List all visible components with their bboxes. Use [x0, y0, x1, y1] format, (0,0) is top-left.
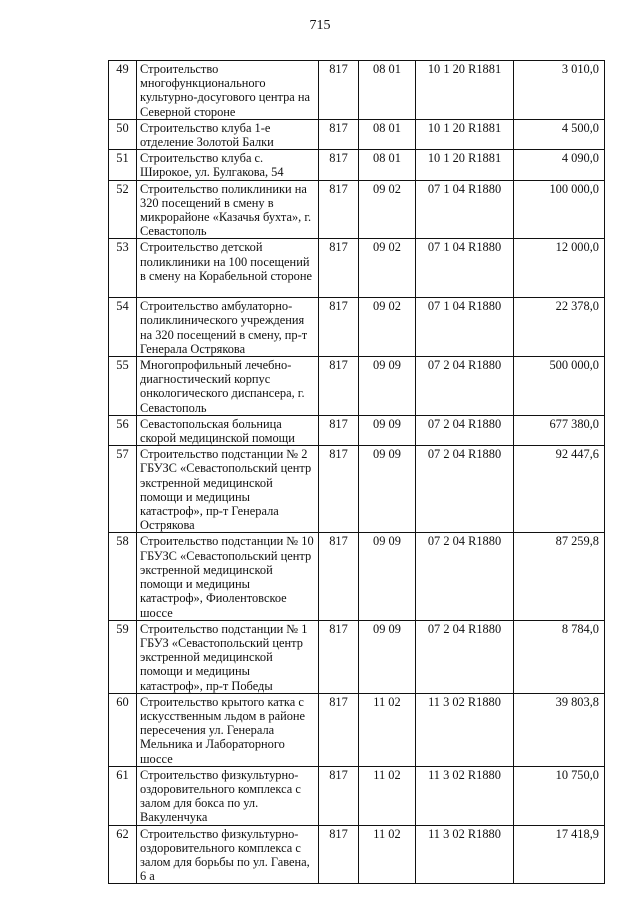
target-article-code: 10 1 20 R1881 [416, 150, 514, 180]
amount: 100 000,0 [514, 180, 605, 239]
ministry-code: 817 [319, 825, 359, 884]
target-article-code: 07 1 04 R1880 [416, 239, 514, 298]
table-row [109, 61, 605, 120]
object-name: Строительство клуба с. Широкое, ул. Булгакова, 54 [137, 150, 319, 180]
ministry-code: 817 [319, 415, 359, 445]
object-name: Строительство амбулаторно-поликлинического учреждения на 320 посещений в смену, пр-т Генерала Острякова [137, 298, 319, 357]
target-article-code: 07 2 04 R1880 [416, 620, 514, 693]
table-row [109, 620, 605, 693]
amount: 8 784,0 [514, 620, 605, 693]
amount: 10 750,0 [514, 766, 605, 825]
target-article-code: 11 3 02 R1880 [416, 825, 514, 884]
section-code: 09 09 [359, 533, 416, 620]
table-row [109, 415, 605, 445]
row-number: 56 [109, 415, 137, 445]
object-name: Строительство крытого катка с искусственным льдом в районе пересечения ул. Генерала Мельника и Лабораторного шоссе [137, 693, 319, 766]
row-number: 53 [109, 239, 137, 298]
section-code: 08 01 [359, 119, 416, 149]
row-number: 51 [109, 150, 137, 180]
section-code: 11 02 [359, 693, 416, 766]
amount: 39 803,8 [514, 693, 605, 766]
row-number: 54 [109, 298, 137, 357]
table-row [109, 357, 605, 416]
ministry-code: 817 [319, 357, 359, 416]
object-name: Строительство детской поликлиники на 100 посещений в смену на Корабельной стороне [137, 239, 319, 298]
section-code: 09 09 [359, 446, 416, 533]
budget-table [108, 60, 605, 884]
amount: 12 000,0 [514, 239, 605, 298]
amount: 3 010,0 [514, 61, 605, 120]
object-name: Строительство подстанции № 10 ГБУЗС «Севастопольский центр экстренной медицинской помощи и медицины катастроф», Фиолентовское шоссе [137, 533, 319, 620]
object-name: Строительство многофункционального культурно-досугового центра на Северной стороне [137, 61, 319, 120]
section-code: 09 02 [359, 239, 416, 298]
target-article-code: 10 1 20 R1881 [416, 61, 514, 120]
row-number: 57 [109, 446, 137, 533]
object-name: Строительство клуба 1-е отделение Золотой Балки [137, 119, 319, 149]
amount: 17 418,9 [514, 825, 605, 884]
row-number: 49 [109, 61, 137, 120]
section-code: 08 01 [359, 150, 416, 180]
ministry-code: 817 [319, 693, 359, 766]
ministry-code: 817 [319, 61, 359, 120]
row-number: 62 [109, 825, 137, 884]
section-code: 08 01 [359, 61, 416, 120]
ministry-code: 817 [319, 180, 359, 239]
amount: 500 000,0 [514, 357, 605, 416]
table-row [109, 533, 605, 620]
section-code: 09 09 [359, 415, 416, 445]
object-name: Строительство физкультурно-оздоровительного комплекса с залом для борьбы по ул. Гавена, 6 а [137, 825, 319, 884]
table-row [109, 825, 605, 884]
ministry-code: 817 [319, 533, 359, 620]
ministry-code: 817 [319, 298, 359, 357]
amount: 92 447,6 [514, 446, 605, 533]
object-name: Строительство поликлиники на 320 посещений в смену в микрорайоне «Казачья бухта», г. Севастополь [137, 180, 319, 239]
table-row [109, 446, 605, 533]
row-number: 55 [109, 357, 137, 416]
row-number: 50 [109, 119, 137, 149]
row-number: 52 [109, 180, 137, 239]
amount: 677 380,0 [514, 415, 605, 445]
object-name: Севастопольская больница скорой медицинской помощи [137, 415, 319, 445]
object-name: Многопрофильный лечебно-диагностический корпус онкологического диспансера, г. Севастополь [137, 357, 319, 416]
table-row [109, 693, 605, 766]
target-article-code: 10 1 20 R1881 [416, 119, 514, 149]
section-code: 11 02 [359, 825, 416, 884]
row-number: 60 [109, 693, 137, 766]
target-article-code: 07 2 04 R1880 [416, 446, 514, 533]
table-row [109, 180, 605, 239]
table-row [109, 766, 605, 825]
amount: 4 500,0 [514, 119, 605, 149]
amount: 87 259,8 [514, 533, 605, 620]
target-article-code: 11 3 02 R1880 [416, 693, 514, 766]
object-name: Строительство подстанции № 1 ГБУЗ «Севастопольский центр экстренной медицинской помощи и медицины катастроф», пр-т Победы [137, 620, 319, 693]
section-code: 09 02 [359, 180, 416, 239]
target-article-code: 07 1 04 R1880 [416, 298, 514, 357]
table-row [109, 119, 605, 149]
row-number: 58 [109, 533, 137, 620]
ministry-code: 817 [319, 446, 359, 533]
amount: 22 378,0 [514, 298, 605, 357]
target-article-code: 07 2 04 R1880 [416, 533, 514, 620]
object-name: Строительство подстанции № 2 ГБУЗС «Севастопольский центр экстренной медицинской помощи и медицины катастроф», пр-т Генерала Острякова [137, 446, 319, 533]
ministry-code: 817 [319, 150, 359, 180]
table-row [109, 150, 605, 180]
target-article-code: 07 2 04 R1880 [416, 415, 514, 445]
table-row [109, 239, 605, 298]
ministry-code: 817 [319, 766, 359, 825]
target-article-code: 07 1 04 R1880 [416, 180, 514, 239]
ministry-code: 817 [319, 239, 359, 298]
target-article-code: 07 2 04 R1880 [416, 357, 514, 416]
amount: 4 090,0 [514, 150, 605, 180]
section-code: 09 02 [359, 298, 416, 357]
page-number: 715 [309, 18, 331, 33]
target-article-code: 11 3 02 R1880 [416, 766, 514, 825]
row-number: 61 [109, 766, 137, 825]
section-code: 09 09 [359, 620, 416, 693]
table-row [109, 298, 605, 357]
row-number: 59 [109, 620, 137, 693]
section-code: 11 02 [359, 766, 416, 825]
ministry-code: 817 [319, 119, 359, 149]
ministry-code: 817 [319, 620, 359, 693]
section-code: 09 09 [359, 357, 416, 416]
object-name: Строительство физкультурно-оздоровительного комплекса с залом для бокса по ул. Вакуленчука [137, 766, 319, 825]
